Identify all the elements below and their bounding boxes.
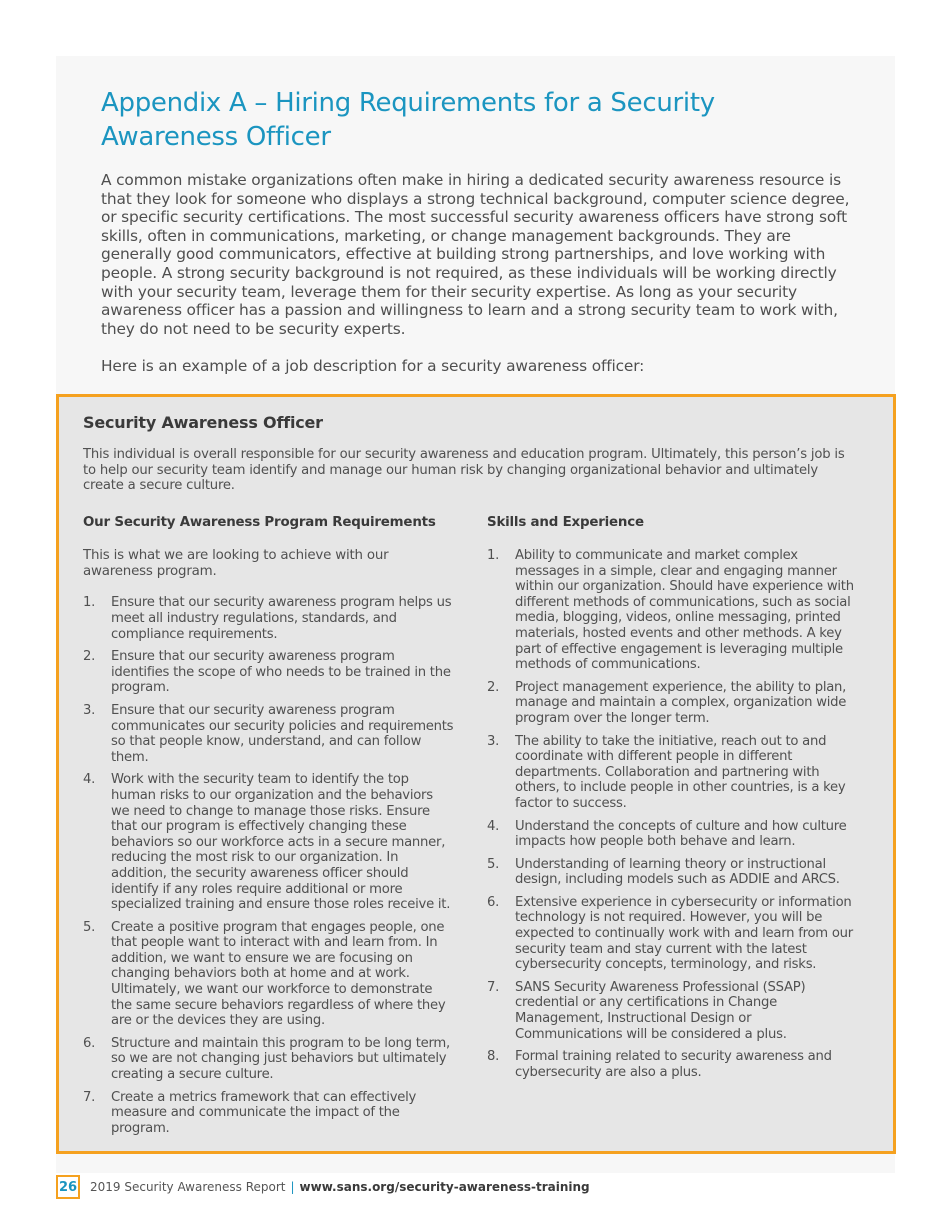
list-item — [487, 895, 859, 973]
list-item-text: Ensure that our security awareness program communicates our security policies and requirements so that people know, understand, and can follow them. — [111, 702, 454, 765]
list-item-text: Structure and maintain this program to be long term, so we are not changing just behaviors but ultimately creating a secure culture. — [111, 1035, 450, 1083]
list-item — [83, 1090, 455, 1137]
list-item-text: Ability to communicate and market complex messages in a simple, clear and engaging manner within our organization. Should have experience with different methods of communications, such as social media, blogging, videos, online messaging, printed materials, hosted events and other methods. A key part of effective engagement is leveraging multiple methods of communications. — [515, 548, 854, 673]
list-item — [487, 980, 859, 1042]
list-item-number: 4. — [83, 772, 96, 788]
list-item-text: Ensure that our security awareness program helps us meet all industry regulations, standards, and compliance requirements. — [111, 595, 452, 642]
list-item-text: Create a positive program that engages people, one that people want to interact with and learn from. In addition, we want to ensure we are focusing on changing behaviors both at home and at work. Ultimately, we want our workforce to demonstrate the same secure behaviors regardless of where they are or the devices they are using. — [111, 919, 446, 1029]
list-item — [83, 772, 455, 912]
list-item-number: 6. — [487, 894, 500, 910]
intro-example-paragraph: Here is an example of a job description for a security awareness officer: — [101, 357, 645, 375]
list-item — [487, 1049, 859, 1080]
list-item-text: Create a metrics framework that can effectively measure and communicate the impact of the program. — [111, 1089, 417, 1136]
requirements-list — [83, 595, 455, 1136]
list-item-number: 8. — [487, 1049, 500, 1065]
list-item-text: Understanding of learning theory or instructional design, including models such as ADDIE and ARCS. — [515, 856, 840, 888]
list-item-text: Extensive experience in cybersecurity or information technology is not required. However, you will be expected to continually work with and learn from our security team and stay current with the latest cybersecurity concepts, terminology, and risks. — [515, 894, 853, 973]
requirements-heading: Our Security Awareness Program Requirements — [83, 515, 436, 530]
list-item-number: 6. — [83, 1035, 96, 1051]
page-title: Appendix A – Hiring Requirements for a Security Awareness Officer — [101, 88, 715, 152]
list-item — [83, 649, 455, 696]
list-item — [83, 920, 455, 1029]
requirements-column — [83, 514, 455, 1143]
list-item-number: 4. — [487, 818, 500, 834]
list-item — [487, 857, 859, 888]
list-item-number: 7. — [83, 1089, 96, 1105]
list-item-number: 5. — [487, 856, 500, 872]
list-item-text: Ensure that our security awareness program identifies the scope of who needs to be trained in the program. — [111, 649, 451, 696]
skills-column — [487, 514, 859, 1087]
list-item-text: Understand the concepts of culture and how culture impacts how people both behave and learn. — [515, 818, 847, 850]
list-item-number: 2. — [487, 679, 500, 695]
list-item-number: 7. — [487, 979, 500, 995]
list-item — [487, 680, 859, 727]
job-summary: This individual is overall responsible for our security awareness and education program. Ultimately, this person’s job is to help our security team identify and manage our human risk by changing organizational behavior and ultimately create a secure culture. — [83, 447, 845, 494]
job-title: Security Awareness Officer — [83, 413, 323, 432]
list-item — [83, 703, 455, 765]
list-item-number: 1. — [487, 548, 500, 563]
list-item-text: SANS Security Awareness Professional (SSAP) credential or any certifications in Change Management, Instructional Design or Communications will be considered a plus. — [515, 979, 806, 1042]
report-name: 2019 Security Awareness Report — [90, 1180, 286, 1194]
list-item-text: Project management experience, the ability to plan, manage and maintain a complex, organization wide program over the longer term. — [515, 679, 847, 726]
intro-paragraph: A common mistake organizations often make in hiring a dedicated security awareness resource is that they look for someone who displays a strong technical background, computer science degree, or specific security certifications. The most successful security awareness officers have strong soft skills, often in communications, marketing, or change management backgrounds. They are generally good communicators, effective at building strong partnerships, and love working with people. A strong security background is not required, as these individuals will be working directly with your security team, leverage them for their security expertise. As long as your security awareness officer has a passion and willingness to learn and a strong security team to work with, they do not need to be security experts. — [101, 171, 850, 338]
list-item-number: 3. — [487, 733, 500, 749]
list-item-text: Formal training related to security awareness and cybersecurity are also a plus. — [515, 1049, 832, 1080]
footer-separator: | — [290, 1180, 295, 1194]
list-item-number: 5. — [83, 919, 96, 935]
list-item-number: 1. — [83, 595, 96, 611]
website-link[interactable]: www.sans.org/security-awareness-training — [299, 1180, 590, 1194]
list-item-number: 3. — [83, 702, 96, 718]
list-item — [487, 819, 859, 850]
page-footer — [56, 1175, 590, 1199]
list-item — [487, 734, 859, 812]
skills-heading: Skills and Experience — [487, 515, 644, 530]
skills-list — [487, 548, 859, 1080]
list-item — [83, 595, 455, 642]
list-item — [487, 548, 859, 673]
page-number-badge: 26 — [56, 1175, 80, 1199]
list-item-text: The ability to take the initiative, reach out to and coordinate with different people in different departments. Collaboration and partnering with others, to include people in other countries, is a key factor to success. — [515, 733, 846, 811]
requirements-intro: This is what we are looking to achieve with our awareness program. — [83, 548, 389, 579]
list-item — [83, 1036, 455, 1083]
list-item-number: 2. — [83, 649, 96, 665]
list-item-text: Work with the security team to identify the top human risks to our organization and the behaviors we need to change to manage those risks. Ensure that our program is effectively changing these behaviors so our workforce acts in a secure manner, reducing the most risk to our organization. In addition, the security awareness officer should identify if any roles require additional or more specialized training and ensure those roles receive it. — [111, 772, 451, 913]
